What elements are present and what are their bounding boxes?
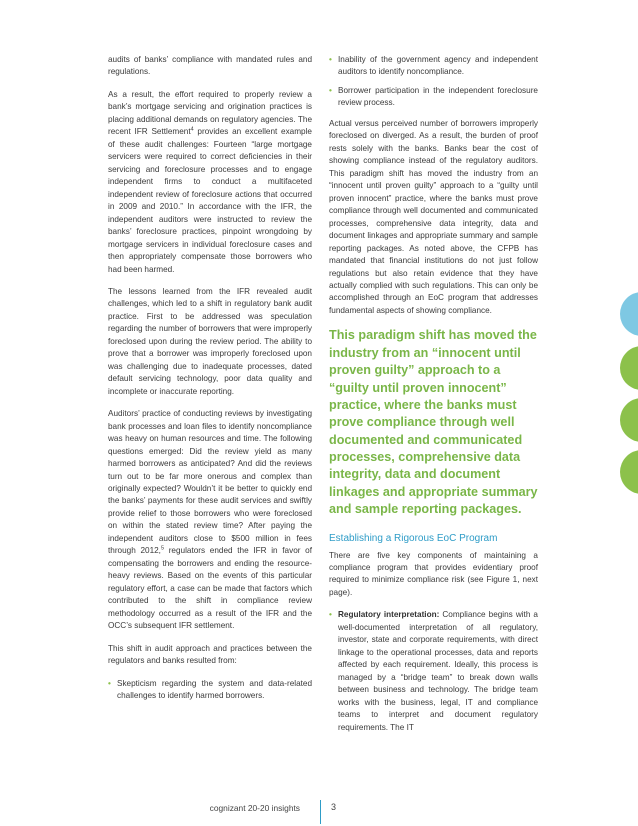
- list-item: • Borrower participation in the independent foreclosure review process.: [329, 85, 538, 108]
- green-circle-decoration: [620, 346, 638, 390]
- section-heading: Establishing a Rigorous EoC Program: [329, 532, 498, 544]
- list-item: • Regulatory interpretation: Compliance begins with a well-documented interpretation of all regulatory, investor, state and corporate requirements, with direct linkage to the operational processes, data and reports affected by each requirement. Ideally, this process is managed by a “bridge team” to break down walls between business and technology. The bridge team works with the business, legal, IT and compliance teams to interpret and document regulatory requirements. The IT: [329, 610, 538, 732]
- paragraph: Auditors’ practice of conducting reviews by investigating bank processes and loan files to identify noncompliance was heavy on human resources and time. The following questions emerged: Did the review yield as many harmed borrowers as anticipated? And did the reviews turn out to be far more onerous and complex than originally expected? Wouldn’t it be better to quickly end the banks’ payments for these audit services and swiftly provide relief to those borrowers who were foreclosed on within the stated review time? After paying the independent auditors close to $500 million in fees through 2012,$^5$ regulators ended the IFR in favor of compensating the borrowers and ending the resource-heavy reviews. Based on the events of this particular regulatory effort, a case can be made that factors which contributed to the shift in compliance review methodology occurred as a result of the IFR and the OCC’s subsequent IFR settlement.: [108, 409, 312, 631]
- paragraph: There are five key components of maintaining a compliance program that provides evidentiary proof required to minimize compliance risk (see Figure 1, next page).: [329, 550, 538, 597]
- bullet-icon: •: [108, 678, 111, 688]
- page-number: 3: [331, 802, 337, 812]
- green-circle-decoration: [620, 398, 638, 442]
- right-column: [329, 54, 538, 742]
- term-label: Regulatory interpretation:: [338, 610, 440, 620]
- left-column: [108, 54, 312, 711]
- bullet-list: [108, 678, 312, 703]
- bullet-list: [329, 609, 538, 734]
- bullet-icon: •: [329, 610, 332, 620]
- footer-publication: cognizant 20-20 insights: [209, 803, 300, 813]
- paragraph: Actual versus perceived number of borrowers improperly foreclosed on diverged. As a result, the burden of proof rests solely with the banks. Banks bear the cost of showing compliance instead of the regulatory auditors. This paradigm shift has moved the industry from an “innocent until proven guilty” approach to a “guilty until proven innocent” practice, where the banks must prove compliance through well documented and communicated processes, comprehensive data integrity, data and document linkages and appropriate summary and sample reporting packages. As noted above, the CFPB has mandated that financial institutions do not just follow regulations but also retain evidence that they have actually complied with such regulations. This can only be accomplished through an EoC program that addresses fundamental aspects of showing compliance.: [329, 118, 538, 315]
- footer-divider: [320, 800, 321, 824]
- bullet-list: [329, 54, 538, 110]
- paragraph: As a result, the effort required to properly review a bank’s mortgage servicing and origination practices is placing additional demands on regulatory agencies. The recent IFR Settlement$^4$ provides an excellent example of these audit challenges: Fourteen “large mortgage servicers were required to correct deficiencies in their servicing and foreclosure processes and to engage independent firms to conduct a multifaceted independent review of foreclosure actions that occurred in 2009 and 2010.” In accordance with the IFR, the independent auditors were instructed to review the banks’ foreclosure practices, pinpoint wrongdoing by mortgage servicers in individual foreclosure cases and then appropriately compensate those borrowers who had been harmed.: [108, 89, 312, 274]
- green-circle-decoration: [620, 450, 638, 494]
- footnote-ref[interactable]: 5: [160, 545, 165, 552]
- list-item: • Skepticism regarding the system and data-related challenges to identify harmed borrowers.: [108, 678, 312, 701]
- pull-quote: This paradigm shift has moved the industry from an “innocent until proven guilty” approach to a “guilty until proven innocent” practice, where the banks must prove compliance through well documented and communicated processes, comprehensive data integrity, data and document linkages and appropriate summary and sample reporting packages.: [329, 328, 538, 517]
- paragraph: This shift in audit approach and practices between the regulators and banks resulted from:: [108, 643, 312, 666]
- bullet-icon: •: [329, 85, 332, 95]
- paragraph: The lessons learned from the IFR revealed audit challenges, which led to a shift in regulatory bank audit practice. First to be addressed was speculation regarding the number of borrowers that were improperly foreclosed upon during the review period. The ability to prove that a borrower was improperly foreclosed upon was challenging due to inadequate processes, dated default servicing technology, poor data quality and incomplete or inaccurate reporting.: [108, 286, 312, 396]
- blue-circle-decoration: [620, 292, 638, 336]
- footnote-ref[interactable]: 4: [190, 126, 194, 133]
- list-item: • Inability of the government agency and independent auditors to identify noncompliance.: [329, 55, 538, 77]
- bullet-icon: •: [329, 55, 332, 64]
- paragraph: audits of banks’ compliance with mandated rules and regulations.: [108, 55, 312, 77]
